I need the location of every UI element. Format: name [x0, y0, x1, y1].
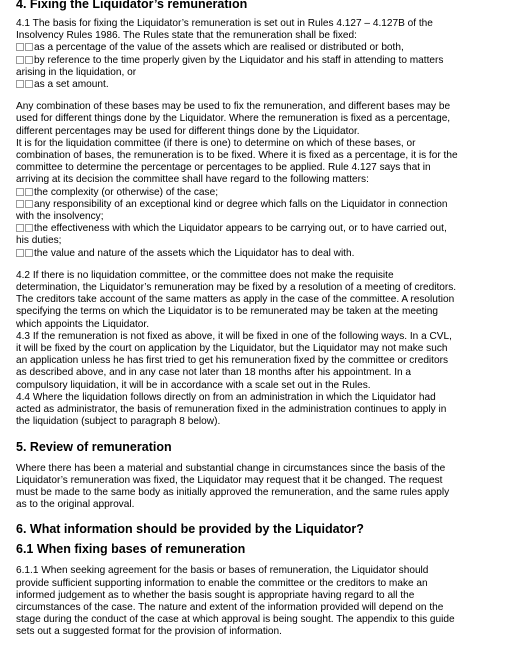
text-line: Any combination of these bases may be used to fix the remuneration, and different bases may be [16, 101, 451, 113]
bullet-box-icon [25, 80, 33, 88]
bullet-item: as a set amount. [16, 79, 500, 91]
paragraph-4-1 [16, 18, 500, 91]
bullet-box-icon [16, 200, 24, 208]
text-line: stage during the conduct of the case at which approval is being sought. The appendix to this guide [16, 614, 455, 626]
text-line: as to the original approval. [16, 499, 135, 511]
text-line: Where there has been a material and substantial change in circumstances since the basis of the [16, 462, 446, 474]
bullet-box-icon [25, 224, 33, 232]
text-line: committee to determine the percentage or percentages to be applied. Rule 4.127 says that in [16, 162, 431, 174]
text-line: an application unless he has first tried to get his remuneration fixed by the committee or creditors [16, 355, 449, 367]
bullet-item: any responsibility of an exceptional kind or degree which falls on the Liquidator in connection [16, 199, 500, 211]
text-line: acted as administrator, the basis of remuneration fixed in the administration continues to apply in [16, 404, 447, 416]
text-line: specifying the terms on which the Liquidator is to be remunerated may be taken at the meeting [16, 306, 438, 318]
section-5-heading: 5. Review of remuneration [16, 439, 172, 454]
text-line: his duties; [16, 235, 62, 247]
paragraph-5 [16, 463, 500, 512]
bullet-item: the complexity (or otherwise) of the case; [16, 187, 500, 199]
text-line: arriving at its decision the committee shall have regard to the following matters: [16, 174, 369, 186]
text-line: It is for the liquidation committee (if there is one) to determine on which of these bases, or [16, 137, 416, 149]
bullet-item: the effectiveness with which the Liquidator appears to be carrying out, or to have carried out, [16, 223, 500, 235]
text-line: compulsory liquidation, it will be in accordance with a scale set out in the Rules. [16, 379, 371, 391]
text-line: sets out a suggested format for the provision of information. [16, 626, 282, 638]
text-line: provide sufficient supporting information to enable the committee or the creditors to make an [16, 577, 428, 589]
text-line: determination, the Liquidator’s remuneration may be fixed by a resolution of a meeting of creditors. [16, 282, 457, 294]
bullet-box-icon [16, 80, 24, 88]
text-line: 6.1.1 When seeking agreement for the basis or bases of remuneration, the Liquidator should [16, 565, 429, 577]
text-line: with the insolvency; [16, 211, 104, 223]
section-6-heading: 6. What information should be provided by the Liquidator? [16, 522, 364, 537]
text-line: 4.3 If the remuneration is not fixed as above, it will be fixed in one of the following ways. In a CVL, [16, 330, 452, 342]
bullet-box-icon [25, 200, 33, 208]
paragraph-6-1-1 [16, 565, 500, 638]
text-line: Liquidator’s remuneration was fixed, the Liquidator may request that it be changed. The request [16, 474, 443, 486]
section-6-1-heading: 6.1 When fixing bases of remuneration [16, 542, 246, 557]
text-line: it will be fixed by the court on application by the Liquidator, but the Liquidator may not make such [16, 343, 448, 355]
text-line: Insolvency Rules 1986. The Rules state that the remuneration shall be fixed: [16, 30, 357, 42]
bullet-item: the value and nature of the assets which the Liquidator has to deal with. [16, 248, 500, 260]
text-line: The creditors take account of the same matters as apply in the case of the committee. A resolution [16, 294, 455, 306]
bullet-box-icon [16, 56, 24, 64]
text-line: 4.4 Where the liquidation follows directly on from an administration in which the Liquidator had [16, 391, 436, 403]
bullet-box-icon [25, 56, 33, 64]
text-line: arising in the liquidation, or [16, 66, 137, 78]
text-line: which appoints the Liquidator. [16, 318, 149, 330]
text-line: 4.1 The basis for fixing the Liquidator’s remuneration is set out in Rules 4.127 – 4.127B of the [16, 18, 433, 29]
bullet-box-icon [25, 188, 33, 196]
bullet-box-icon [16, 249, 24, 257]
section-4-heading: 4. Fixing the Liquidator’s remuneration [16, 0, 248, 11]
text-line: the liquidation (subject to paragraph 8 below). [16, 416, 221, 428]
bullet-item: as a percentage of the value of the assets which are realised or distributed or both, [16, 42, 500, 54]
text-line: must be made to the same body as initially approved the remuneration, and the same rules apply [16, 486, 450, 498]
bullet-item: by reference to the time properly given by the Liquidator and his staff in attending to matters [16, 55, 500, 67]
bullet-box-icon [25, 43, 33, 51]
text-line: as described above, and in any case not later than 18 months after his appointment. In a [16, 367, 412, 379]
bullet-box-icon [16, 224, 24, 232]
text-line: combination of bases, the remuneration is to be fixed. Where it is fixed as a percentage, it is for the [16, 150, 458, 162]
text-line: circumstances of the case. The nature and extent of the information provided will depend on the [16, 601, 444, 613]
text-line: informed judgement as to whether the basis sought is appropriate having regard to all the [16, 589, 415, 601]
bullet-box-icon [25, 249, 33, 257]
paragraph-combination [16, 101, 500, 260]
bullet-box-icon [16, 43, 24, 51]
text-line: 4.2 If there is no liquidation committee, or the committee does not make the requisite [16, 269, 394, 281]
text-line: different percentages may be used for different things done by the Liquidator. [16, 125, 360, 137]
bullet-box-icon [16, 188, 24, 196]
document-page [16, 0, 500, 639]
text-line: used for different things done by the Liquidator. Where the remuneration is fixed as a percentage, [16, 113, 451, 125]
paragraph-4-2-to-4-4 [16, 270, 500, 429]
